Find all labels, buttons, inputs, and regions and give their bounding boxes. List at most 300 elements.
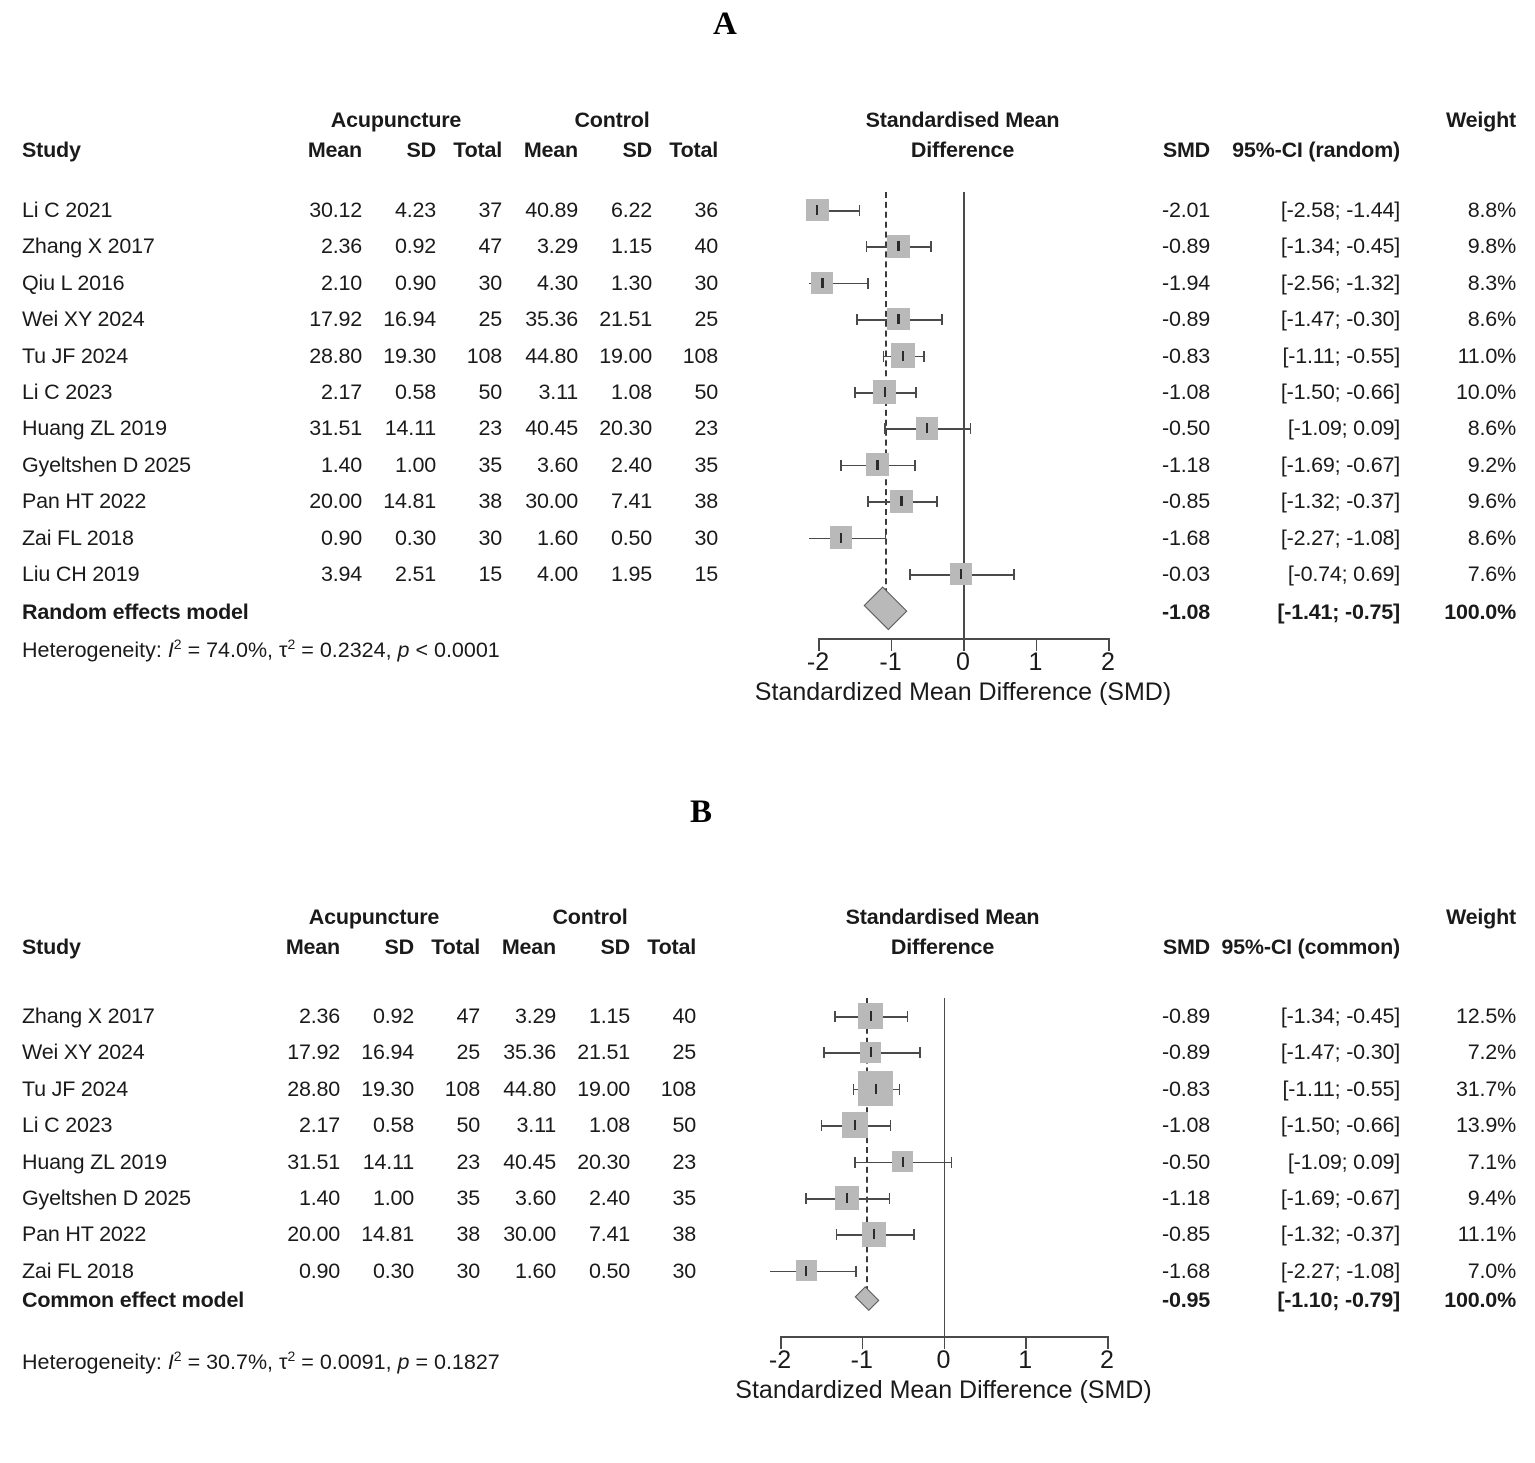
- cell-total-control: 23: [672, 1149, 696, 1174]
- ci-cap-right: [970, 423, 972, 434]
- pooled-smd-b: -0.95: [1161, 1288, 1210, 1312]
- cell-total-control: 108: [660, 1076, 696, 1101]
- cell-total-control: 36: [694, 198, 718, 222]
- cell-mean-control: 3.11: [516, 1113, 556, 1138]
- ci-cap-left: [840, 460, 842, 471]
- x-axis-tick-label: 2: [1100, 1346, 1114, 1374]
- table-row-study: Zhang X 2017: [22, 234, 155, 259]
- ci-cap-left: [805, 1193, 807, 1204]
- pooled-ci-a: [-1.41; -0.75]: [1277, 600, 1400, 624]
- point-estimate-tick: [846, 1193, 848, 1203]
- cell-sd-acupuncture: 19.30: [361, 1076, 414, 1101]
- cell-smd: -0.89: [1161, 1040, 1210, 1065]
- cell-weight: 9.2%: [1467, 452, 1516, 477]
- cell-weight: 9.4%: [1467, 1186, 1516, 1210]
- ci-cap-left: [821, 1120, 823, 1131]
- cell-weight: 10.0%: [1456, 380, 1516, 404]
- cell-sd-control: 0.50: [610, 525, 652, 550]
- cell-smd: -0.89: [1161, 234, 1210, 259]
- cell-sd-control: 20.30: [577, 1149, 630, 1174]
- ci-cap-right: [1013, 569, 1015, 580]
- point-estimate-tick: [873, 1229, 875, 1239]
- point-estimate-tick: [816, 205, 818, 215]
- ci-cap-left: [854, 1157, 856, 1168]
- tau-symbol-b: τ: [279, 1350, 288, 1375]
- cell-sd-control: 1.15: [610, 234, 652, 259]
- p-symbol-a: p: [397, 638, 410, 663]
- cell-mean-control: 40.45: [525, 416, 578, 441]
- x-axis-tick-label: -2: [806, 648, 830, 676]
- cell-ci: [-1.69; -0.67]: [1280, 1186, 1400, 1210]
- cell-sd-control: 2.40: [588, 1186, 630, 1210]
- cell-mean-acupuncture: 30.12: [309, 198, 362, 222]
- point-estimate-tick: [870, 1047, 872, 1057]
- table-row-study: Pan HT 2022: [22, 1222, 147, 1247]
- cell-mean-control: 40.89: [525, 198, 578, 222]
- cell-ci: [-1.11; -0.55]: [1282, 1076, 1400, 1101]
- cell-mean-control: 40.45: [503, 1149, 556, 1174]
- cell-total-control: 35: [694, 452, 718, 477]
- cell-ci: [-2.27; -1.08]: [1280, 525, 1400, 550]
- cell-smd: -0.85: [1161, 1222, 1210, 1247]
- cell-total-acupuncture: 25: [478, 307, 502, 332]
- point-estimate-tick: [902, 1157, 904, 1167]
- cell-ci: [-1.32; -0.37]: [1280, 1222, 1400, 1247]
- ci-cap-left: [866, 241, 868, 252]
- point-estimate-tick: [897, 314, 899, 324]
- point-estimate-tick: [821, 278, 823, 288]
- ci-cap-right: [936, 496, 938, 507]
- x-axis-tick-label: 1: [1018, 1346, 1033, 1374]
- cell-total-control: 35: [672, 1186, 696, 1210]
- heterogeneity-prefix-b: Heterogeneity:: [22, 1350, 168, 1375]
- cell-total-control: 108: [682, 343, 718, 368]
- cell-mean-acupuncture: 2.17: [320, 380, 362, 404]
- cell-sd-control: 7.41: [610, 489, 652, 514]
- cell-smd: -0.89: [1161, 307, 1210, 332]
- cell-total-acupuncture: 23: [456, 1149, 480, 1174]
- cell-total-control: 15: [694, 562, 718, 586]
- x-axis-title: Standardized Mean Difference (SMD): [735, 1376, 1152, 1404]
- table-row-study: Zhang X 2017: [22, 1004, 155, 1028]
- cell-smd: -1.18: [1161, 1186, 1210, 1210]
- point-estimate-tick: [884, 387, 886, 397]
- point-estimate-tick: [897, 241, 899, 251]
- cell-weight: 7.6%: [1467, 562, 1516, 586]
- cell-mean-control: 44.80: [525, 343, 578, 368]
- ci-cap-left: [834, 1011, 836, 1022]
- cell-sd-acupuncture: 0.90: [394, 270, 436, 295]
- cell-ci: [-1.09; 0.09]: [1287, 1149, 1400, 1174]
- cell-smd: -0.03: [1161, 562, 1210, 586]
- ci-cap-left: [854, 387, 856, 398]
- table-row-study: Tu JF 2024: [22, 343, 128, 368]
- cell-sd-acupuncture: 0.92: [372, 1004, 414, 1028]
- cell-total-acupuncture: 50: [456, 1113, 480, 1138]
- header-total-1-b: Total: [431, 935, 480, 959]
- ci-cap-right: [885, 533, 887, 544]
- table-row-study: Gyeltshen D 2025: [22, 452, 191, 477]
- ci-cap-left: [883, 351, 885, 362]
- table-row-study: Zai FL 2018: [22, 525, 134, 550]
- cell-total-control: 50: [672, 1113, 696, 1138]
- header-weight-b: Weight: [1445, 905, 1516, 929]
- table-row-study: Gyeltshen D 2025: [22, 1186, 191, 1210]
- cell-smd: -1.18: [1161, 452, 1210, 477]
- cell-total-acupuncture: 47: [478, 234, 502, 259]
- header-sd-2-b: SD: [600, 935, 630, 959]
- cell-mean-control: 3.29: [536, 234, 578, 259]
- ci-cap-left: [884, 423, 886, 434]
- ci-cap-right: [867, 278, 869, 289]
- point-estimate-tick: [875, 1084, 877, 1094]
- cell-ci: [-1.69; -0.67]: [1280, 452, 1400, 477]
- cell-total-acupuncture: 25: [456, 1040, 480, 1065]
- x-axis-tick-label: -1: [850, 1346, 873, 1374]
- cell-mean-control: 1.60: [514, 1258, 556, 1283]
- header-mean-1: Mean: [307, 138, 362, 162]
- tau-symbol-a: τ: [279, 638, 288, 663]
- cell-total-acupuncture: 50: [478, 380, 502, 404]
- pooled-weight-a: 100.0%: [1444, 600, 1516, 624]
- header-study: Study: [22, 138, 81, 162]
- cell-total-acupuncture: 37: [478, 198, 502, 222]
- cell-total-control: 50: [694, 380, 718, 404]
- cell-mean-control: 3.60: [536, 452, 578, 477]
- header-total-1: Total: [453, 138, 502, 162]
- cell-total-acupuncture: 30: [478, 525, 502, 550]
- pooled-label-a: Random effects model: [22, 600, 249, 624]
- ci-cap-left: [909, 569, 911, 580]
- ci-cap-right: [951, 1157, 953, 1168]
- cell-mean-acupuncture: 2.17: [298, 1113, 340, 1138]
- pooled-ci-b: [-1.10; -0.79]: [1277, 1288, 1400, 1312]
- point-estimate-tick: [870, 1011, 872, 1021]
- ci-cap-right: [907, 1011, 909, 1022]
- point-estimate-tick: [926, 423, 928, 433]
- cell-smd: -1.08: [1161, 380, 1210, 404]
- i-squared-value-a: = 74.0%,: [181, 638, 280, 663]
- cell-sd-control: 21.51: [599, 307, 652, 332]
- cell-weight: 9.6%: [1467, 489, 1516, 514]
- cell-mean-control: 3.11: [538, 380, 578, 404]
- cell-ci: [-1.47; -0.30]: [1280, 307, 1400, 332]
- panel-letter-b: B: [690, 794, 713, 830]
- header-plot-title-line2: Difference: [910, 138, 1015, 162]
- header-total-2: Total: [669, 138, 718, 162]
- ci-cap-left: [867, 496, 869, 507]
- cell-sd-control: 2.40: [610, 452, 652, 477]
- cell-smd: -0.83: [1161, 343, 1210, 368]
- ci-cap-right: [890, 1120, 892, 1131]
- x-axis-tick-label: 2: [1101, 648, 1115, 676]
- table-row-study: Li C 2023: [22, 380, 113, 404]
- header-mean-2: Mean: [523, 138, 578, 162]
- x-axis-tick-label: -2: [768, 1346, 792, 1374]
- cell-total-acupuncture: 23: [478, 416, 502, 441]
- ci-cap-left: [836, 1229, 838, 1240]
- table-row-study: Wei XY 2024: [22, 307, 145, 332]
- ci-cap-right: [913, 1229, 915, 1240]
- cell-total-control: 40: [672, 1004, 696, 1028]
- cell-smd: -0.50: [1161, 416, 1210, 441]
- ci-cap-right: [899, 1084, 901, 1095]
- header-group-acupuncture: Acupuncture: [330, 108, 462, 132]
- cell-mean-acupuncture: 28.80: [287, 1076, 340, 1101]
- point-estimate-tick: [902, 351, 904, 361]
- p-value-a: < 0.0001: [409, 638, 500, 663]
- ci-cap-right: [889, 1193, 891, 1204]
- cell-ci: [-1.34; -0.45]: [1280, 234, 1400, 259]
- cell-sd-control: 20.30: [599, 416, 652, 441]
- pooled-label-b: Common effect model: [22, 1288, 244, 1312]
- x-axis-tick-label: 0: [956, 648, 970, 676]
- cell-mean-acupuncture: 20.00: [309, 489, 362, 514]
- cell-sd-control: 19.00: [577, 1076, 630, 1101]
- heterogeneity-prefix-a: Heterogeneity:: [22, 638, 168, 663]
- cell-smd: -1.68: [1161, 1258, 1210, 1283]
- cell-ci: [-2.56; -1.32]: [1280, 270, 1400, 295]
- cell-mean-acupuncture: 1.40: [320, 452, 362, 477]
- ci-cap-right: [930, 241, 932, 252]
- cell-weight: 12.5%: [1456, 1004, 1516, 1028]
- cell-mean-acupuncture: 0.90: [320, 525, 362, 550]
- cell-sd-acupuncture: 4.23: [394, 198, 436, 222]
- header-sd-1-b: SD: [384, 935, 414, 959]
- x-axis-tick-label: -1: [879, 648, 902, 676]
- cell-total-control: 30: [694, 270, 718, 295]
- cell-smd: -1.08: [1161, 1113, 1210, 1138]
- header-plot-title-line2-b: Difference: [890, 935, 995, 959]
- header-mean-2-b: Mean: [501, 935, 556, 959]
- point-estimate-tick: [876, 460, 878, 470]
- cell-mean-acupuncture: 17.92: [309, 307, 362, 332]
- cell-weight: 31.7%: [1456, 1076, 1516, 1101]
- cell-total-acupuncture: 47: [456, 1004, 480, 1028]
- cell-ci: [-1.09; 0.09]: [1287, 416, 1400, 441]
- cell-mean-acupuncture: 28.80: [309, 343, 362, 368]
- point-estimate-tick: [960, 569, 962, 579]
- cell-sd-acupuncture: 0.58: [394, 380, 436, 404]
- ci-cap-right: [859, 205, 861, 216]
- cell-weight: 7.2%: [1467, 1040, 1516, 1065]
- header-mean-1-b: Mean: [285, 935, 340, 959]
- i-squared-symbol-a: I: [167, 638, 174, 663]
- pooled-effect-diamond: [854, 1286, 879, 1311]
- cell-mean-control: 1.60: [536, 525, 578, 550]
- i-squared-value-b: = 30.7%,: [181, 1350, 280, 1375]
- table-row-study: Qiu L 2016: [22, 270, 125, 295]
- table-row-study: Tu JF 2024: [22, 1076, 128, 1101]
- cell-sd-acupuncture: 16.94: [361, 1040, 414, 1065]
- cell-mean-acupuncture: 1.40: [298, 1186, 340, 1210]
- cell-sd-control: 1.08: [588, 1113, 630, 1138]
- cell-ci: [-1.11; -0.55]: [1282, 343, 1400, 368]
- point-estimate-tick: [805, 1266, 807, 1276]
- cell-mean-acupuncture: 31.51: [309, 416, 362, 441]
- cell-ci: [-1.50; -0.66]: [1280, 1113, 1400, 1138]
- header-study-b: Study: [22, 935, 81, 959]
- cell-sd-acupuncture: 14.11: [362, 1149, 414, 1174]
- cell-weight: 7.1%: [1467, 1149, 1516, 1174]
- cell-mean-control: 4.00: [536, 562, 578, 586]
- cell-sd-control: 7.41: [588, 1222, 630, 1247]
- cell-total-acupuncture: 35: [456, 1186, 480, 1210]
- cell-mean-control: 3.60: [514, 1186, 556, 1210]
- cell-ci: [-2.27; -1.08]: [1280, 1258, 1400, 1283]
- ci-cap-left: [823, 1047, 825, 1058]
- cell-sd-acupuncture: 0.30: [372, 1258, 414, 1283]
- cell-sd-acupuncture: 14.11: [384, 416, 436, 441]
- cell-sd-acupuncture: 14.81: [361, 1222, 414, 1247]
- cell-smd: -2.01: [1161, 198, 1210, 222]
- cell-mean-acupuncture: 3.94: [320, 562, 362, 586]
- ci-cap-right: [915, 387, 917, 398]
- ci-cap-right: [923, 351, 925, 362]
- table-row-study: Li C 2023: [22, 1113, 113, 1138]
- cell-mean-control: 35.36: [503, 1040, 556, 1065]
- header-sd-1: SD: [406, 138, 436, 162]
- cell-mean-control: 30.00: [503, 1222, 556, 1247]
- ci-cap-right: [914, 460, 916, 471]
- cell-weight: 8.6%: [1467, 525, 1516, 550]
- cell-weight: 8.6%: [1467, 307, 1516, 332]
- cell-mean-acupuncture: 0.90: [298, 1258, 340, 1283]
- cell-total-acupuncture: 108: [466, 343, 502, 368]
- cell-ci: [-1.34; -0.45]: [1280, 1004, 1400, 1028]
- table-row-study: Huang ZL 2019: [22, 1149, 167, 1174]
- heterogeneity-b: Heterogeneity: $I^2 = 30.7\%$, $\tau^2 = 0.0091$, p = 0.1827: [22, 1348, 500, 1375]
- cell-sd-control: 6.22: [610, 198, 652, 222]
- cell-ci: [-2.58; -1.44]: [1280, 198, 1400, 222]
- cell-total-acupuncture: 30: [456, 1258, 480, 1283]
- i-squared-symbol-b: I: [167, 1350, 174, 1375]
- cell-sd-acupuncture: 14.81: [383, 489, 436, 514]
- cell-sd-acupuncture: 0.92: [394, 234, 436, 259]
- cell-mean-acupuncture: 31.51: [287, 1149, 340, 1174]
- cell-mean-control: 44.80: [503, 1076, 556, 1101]
- cell-total-control: 38: [694, 489, 718, 514]
- tau-value-a: = 0.2324,: [295, 638, 398, 663]
- table-row-study: Li C 2021: [22, 198, 113, 222]
- cell-mean-control: 4.30: [536, 270, 578, 295]
- header-group-control: Control: [574, 108, 650, 132]
- header-group-acupuncture-b: Acupuncture: [308, 905, 440, 929]
- table-row-study: Liu CH 2019: [22, 562, 140, 586]
- cell-mean-acupuncture: 2.36: [320, 234, 362, 259]
- zero-reference-line: [944, 998, 946, 1336]
- cell-sd-acupuncture: 2.51: [394, 562, 436, 586]
- pooled-smd-a: -1.08: [1161, 600, 1210, 624]
- cell-weight: 8.6%: [1467, 416, 1516, 441]
- cell-smd: -0.50: [1161, 1149, 1210, 1174]
- cell-smd: -0.89: [1161, 1004, 1210, 1028]
- cell-total-control: 30: [672, 1258, 696, 1283]
- x-axis-title: Standardized Mean Difference (SMD): [754, 678, 1172, 706]
- forest-plot-panel-b: [0, 780, 1535, 1463]
- cell-smd: -0.83: [1161, 1076, 1210, 1101]
- pooled-effect-diamond: [864, 587, 908, 631]
- cell-ci: [-1.50; -0.66]: [1280, 380, 1400, 404]
- cell-total-control: 25: [672, 1040, 696, 1065]
- cell-sd-control: 1.30: [610, 270, 652, 295]
- header-total-2-b: Total: [647, 935, 696, 959]
- point-estimate-tick: [840, 533, 842, 543]
- cell-total-acupuncture: 38: [478, 489, 502, 514]
- cell-sd-acupuncture: 0.30: [394, 525, 436, 550]
- point-estimate-tick: [900, 496, 902, 506]
- header-plot-title-line1-b: Standardised Mean: [845, 905, 1040, 929]
- table-row-study: Huang ZL 2019: [22, 416, 167, 441]
- cell-sd-control: 0.50: [588, 1258, 630, 1283]
- forest-plot-area-b: [0, 780, 1535, 1463]
- table-row-study: Pan HT 2022: [22, 489, 147, 514]
- cell-sd-control: 19.00: [599, 343, 652, 368]
- pooled-weight-b: 100.0%: [1444, 1288, 1516, 1312]
- cell-total-control: 30: [694, 525, 718, 550]
- x-axis-tick-label: 1: [1028, 648, 1043, 676]
- cell-ci: [-1.32; -0.37]: [1280, 489, 1400, 514]
- cell-mean-acupuncture: 17.92: [287, 1040, 340, 1065]
- panel-letter-a: A: [713, 6, 737, 42]
- header-sd-2: SD: [622, 138, 652, 162]
- cell-total-control: 25: [694, 307, 718, 332]
- header-smd-b: SMD: [1162, 935, 1210, 959]
- cell-sd-control: 1.95: [610, 562, 652, 586]
- ci-cap-left: [853, 1084, 855, 1095]
- cell-total-acupuncture: 15: [478, 562, 502, 586]
- cell-weight: 8.3%: [1467, 270, 1516, 295]
- header-ci-common-b: 95%-CI (common): [1221, 935, 1400, 959]
- cell-smd: -1.94: [1161, 270, 1210, 295]
- cell-total-control: 23: [694, 416, 718, 441]
- cell-ci: [-0.74; 0.69]: [1287, 562, 1400, 586]
- cell-sd-acupuncture: 1.00: [372, 1186, 414, 1210]
- cell-weight: 11.0%: [1457, 343, 1516, 368]
- heterogeneity-a: Heterogeneity: $I^2 = 74.0\%$, $\tau^2 = 0.2324$, p < 0.0001: [22, 636, 500, 663]
- ci-cap-left: [856, 314, 858, 325]
- header-ci-random: 95%-CI (random): [1232, 138, 1400, 162]
- cell-sd-control: 1.08: [610, 380, 652, 404]
- cell-total-acupuncture: 108: [444, 1076, 480, 1101]
- ci-cap-right: [855, 1266, 857, 1277]
- cell-mean-acupuncture: 2.10: [320, 270, 362, 295]
- header-group-control-b: Control: [552, 905, 628, 929]
- cell-mean-control: 3.29: [514, 1004, 556, 1028]
- cell-weight: 9.8%: [1467, 234, 1516, 259]
- cell-mean-control: 35.36: [525, 307, 578, 332]
- header-smd: SMD: [1162, 138, 1210, 162]
- p-value-b: = 0.1827: [409, 1350, 500, 1375]
- cell-mean-acupuncture: 20.00: [287, 1222, 340, 1247]
- cell-sd-control: 21.51: [577, 1040, 630, 1065]
- ci-cap-right: [919, 1047, 921, 1058]
- cell-total-acupuncture: 30: [478, 270, 502, 295]
- cell-sd-acupuncture: 1.00: [394, 452, 436, 477]
- cell-weight: 13.9%: [1456, 1113, 1516, 1138]
- cell-weight: 8.8%: [1467, 198, 1516, 222]
- cell-total-acupuncture: 38: [456, 1222, 480, 1247]
- header-weight: Weight: [1445, 108, 1516, 132]
- cell-mean-acupuncture: 2.36: [298, 1004, 340, 1028]
- cell-smd: -1.68: [1161, 525, 1210, 550]
- tau-value-b: = 0.0091,: [295, 1350, 398, 1375]
- x-axis-tick-label: 0: [936, 1346, 951, 1374]
- cell-total-acupuncture: 35: [478, 452, 502, 477]
- table-row-study: Wei XY 2024: [22, 1040, 145, 1065]
- cell-sd-acupuncture: 0.58: [372, 1113, 414, 1138]
- cell-total-control: 40: [694, 234, 718, 259]
